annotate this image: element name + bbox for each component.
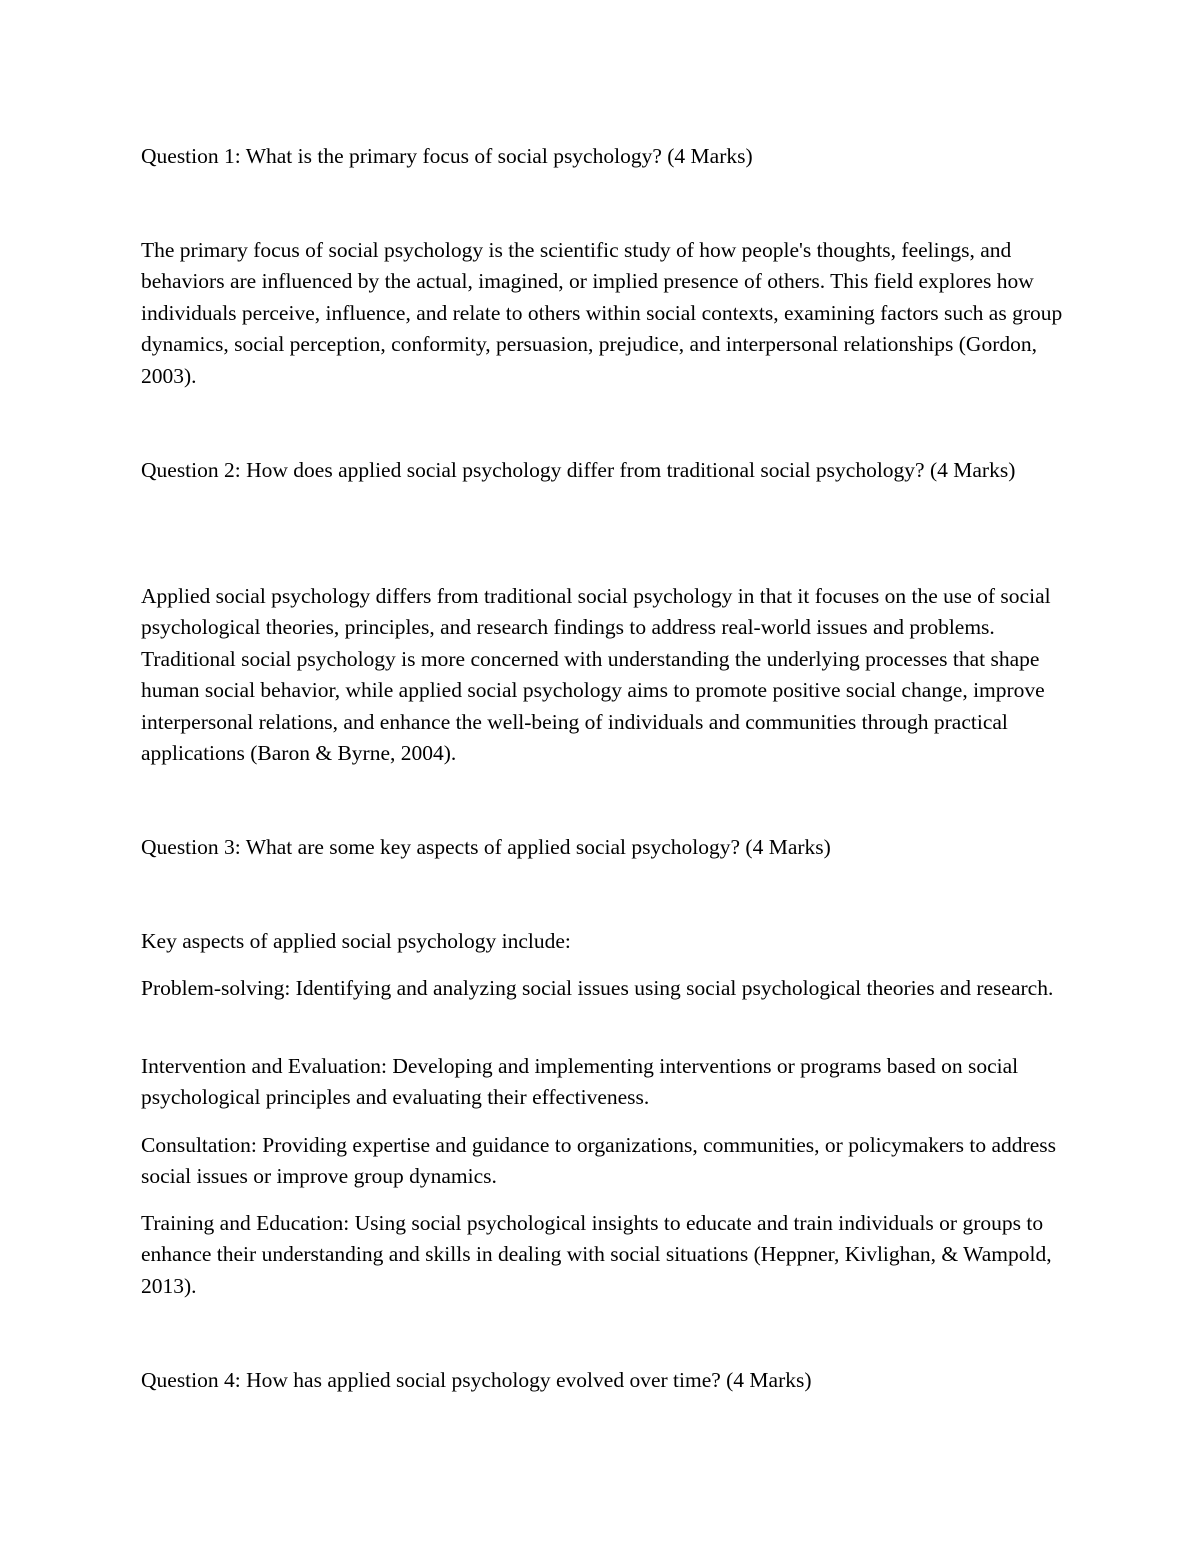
key-aspect-problem-solving: Problem-solving: Identifying and analyzing social issues using social psychological theories and research. bbox=[141, 976, 1054, 1000]
question-1-answer: The primary focus of social psychology is the scientific study of how people's thoughts, feelings, and behaviors are influenced by the actual, imagined, or implied presence of others. This field explores how individuals perceive, influence, and relate to others within social contexts, examining factors such as group dynamics, social perception, conformity, persuasion, prejudice, and interpersonal relationships (Gordon, 2003). bbox=[141, 238, 1063, 388]
question-2-heading: Question 2: How does applied social psychology differ from traditional social psychology? (4 Marks) bbox=[141, 458, 1016, 482]
question-3-heading: Question 3: What are some key aspects of applied social psychology? (4 Marks) bbox=[141, 835, 831, 859]
question-1-heading: Question 1: What is the primary focus of social psychology? (4 Marks) bbox=[141, 144, 753, 168]
key-aspect-consultation: Consultation: Providing expertise and guidance to organizations, communities, or policymakers to address social issues or improve group dynamics. bbox=[141, 1133, 1056, 1189]
key-aspect-intervention-evaluation: Intervention and Evaluation: Developing and implementing interventions or programs based on social psychological principles and evaluating their effectiveness. bbox=[141, 1054, 1019, 1110]
question-3-intro: Key aspects of applied social psychology include: bbox=[141, 929, 571, 953]
key-aspect-training-education: Training and Education: Using social psychological insights to educate and train individuals or groups to enhance their understanding and skills in dealing with social situations (Heppner, Kivlighan, & Wampold, 2013). bbox=[141, 1211, 1052, 1298]
question-4-heading: Question 4: How has applied social psychology evolved over time? (4 Marks) bbox=[141, 1368, 812, 1392]
question-2-answer: Applied social psychology differs from traditional social psychology in that it focuses on the use of social psychological theories, principles, and research findings to address real-world issues and problems. Traditional social psychology is more concerned with understanding the underlying processes that shape human social behavior, while applied social psychology aims to promote positive social change, improve interpersonal relations, and enhance the well-being of individuals and communities through practical applications (Baron & Byrne, 2004). bbox=[141, 584, 1051, 766]
